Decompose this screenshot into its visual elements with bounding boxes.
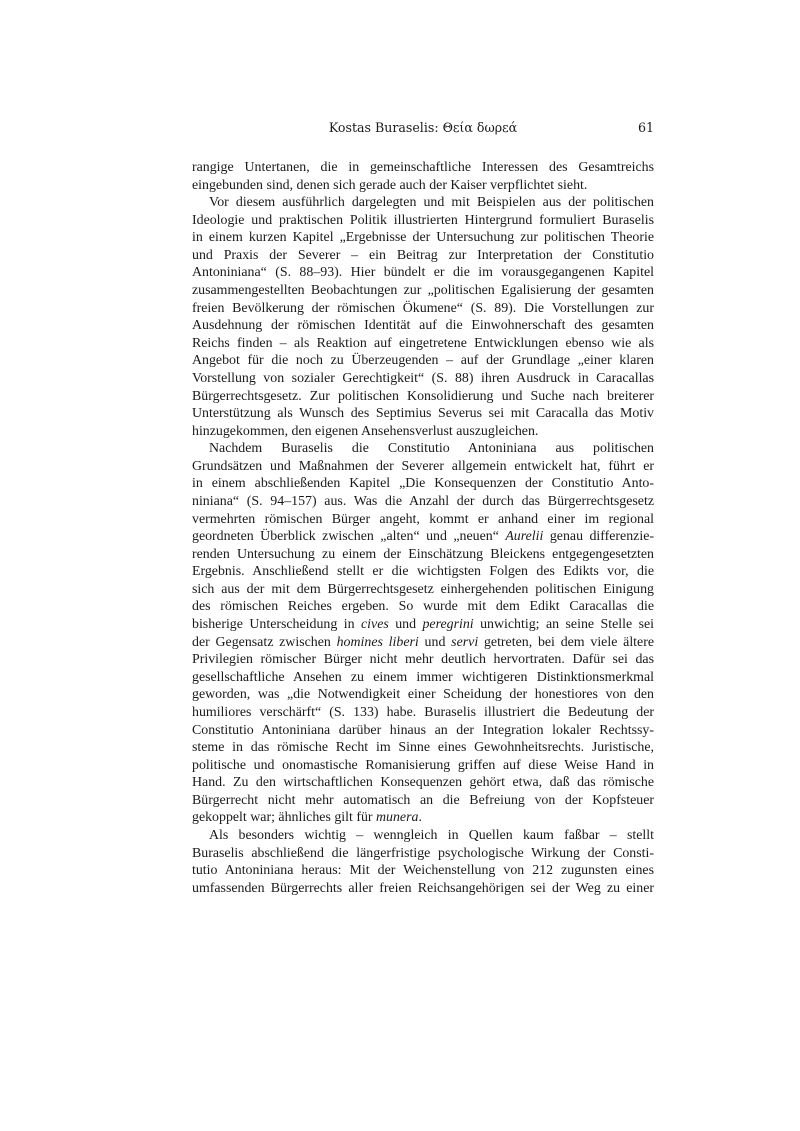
text-line: niniana“ (S. 94–157) aus. Was die Anzahl der durch das Bürgerrechtsgesetz bbox=[192, 493, 654, 509]
text-line: Vorstellung von sozialer Gerechtigkeit“ (S. 88) ihren Ausdruck in Caracallas bbox=[192, 370, 654, 386]
text-line: vermehrten römischen Bürger angeht, kommt er anhand einer im regional bbox=[192, 511, 654, 527]
text-line: und Praxis der Severer – ein Beitrag zur Interpretation der Constitutio bbox=[192, 247, 654, 263]
body-text bbox=[192, 159, 654, 897]
text-line: politische und onomastische Romanisierung griffen auf diese Weise Hand in bbox=[192, 757, 654, 773]
text-line: Hand. Zu den wirtschaftlichen Konsequenzen gehört etwa, daß das römische bbox=[192, 775, 654, 791]
text-line: geordneten Überblick zwischen „alten“ und „neuen“ Aurelii genau differenzie- bbox=[192, 529, 654, 545]
text-line: des römischen Reiches ergeben. So wurde mit dem Edikt Caracallas die bbox=[192, 599, 654, 615]
text-line: Antoniniana“ (S. 88–93). Hier bündelt er die im vorausgegangenen Kapitel bbox=[192, 265, 654, 281]
text-line: Ideologie und praktischen Politik illustrierten Hintergrund formuliert Buraselis bbox=[192, 212, 654, 228]
running-title: Kostas Buraselis: Θεία δωρεά bbox=[328, 120, 518, 135]
running-header bbox=[192, 120, 654, 138]
text-line: Buraselis abschließend die längerfristige psychologische Wirkung der Consti- bbox=[192, 845, 654, 861]
text-line: Grundsätzen und Maßnahmen der Severer allgemein entwickelt hat, führt er bbox=[192, 458, 654, 474]
text-line: geworden, was „die Notwendigkeit einer Scheidung der honestiores von den bbox=[192, 687, 654, 703]
text-line: der Gegensatz zwischen homines liberi und servi getreten, bei dem viele ältere bbox=[192, 634, 654, 650]
text-line: eingebunden sind, denen sich gerade auch der Kaiser verpflichtet sieht. bbox=[192, 177, 588, 193]
text-line: tutio Antoniniana heraus: Mit der Weichenstellung von 212 zugunsten eines bbox=[192, 863, 654, 879]
text-line: renden Untersuchung zu einem der Einschätzung Bleickens entgegengesetzten bbox=[192, 546, 654, 562]
text-line: humiliores verschärft“ (S. 133) habe. Buraselis illustriert die Bedeutung der bbox=[192, 704, 654, 720]
text-line: zusammengestellten Beobachtungen zur „politischen Egalisierung der gesamten bbox=[192, 283, 654, 299]
text-line: Privilegien römischer Bürger nicht mehr deutlich hervortraten. Dafür sei das bbox=[192, 652, 654, 668]
text-line: steme in das römische Recht im Sinne eines Gewohnheitsrechts. Juristische, bbox=[192, 740, 654, 756]
text-line: Nachdem Buraselis die Constitutio Antoniniana aus politischen bbox=[209, 441, 654, 457]
text-line: umfassenden Bürgerrechts aller freien Reichsangehörigen sei der Weg zu einer bbox=[192, 880, 654, 896]
text-line: Bürgerrechtsgesetz. Zur politischen Konsolidierung und Suche nach breiterer bbox=[192, 388, 654, 404]
text-line: in einem abschließenden Kapitel „Die Konsequenzen der Constitutio Anto- bbox=[192, 476, 654, 492]
text-line: gekoppelt war; ähnliches gilt für munera. bbox=[192, 810, 422, 826]
text-line: bisherige Unterscheidung in cives und peregrini unwichtig; an seine Stelle sei bbox=[192, 617, 655, 633]
text-line: Reichs finden – als Reaktion auf eingetretene Entwicklungen ebenso wie als bbox=[192, 335, 654, 351]
text-line: Als besonders wichtig – wenngleich in Quellen kaum faßbar – stellt bbox=[209, 827, 654, 843]
text-line: hinzugekommen, den eigenen Ansehensverlust auszugleichen. bbox=[192, 423, 539, 439]
text-line: Vor diesem ausführlich dargelegten und mit Beispielen aus der politischen bbox=[209, 195, 654, 211]
text-line: Ausdehnung der römischen Identität auf die Einwohnerschaft des gesamten bbox=[192, 318, 654, 334]
text-line: sich aus der mit dem Bürgerrechtsgesetz einhergehenden politischen Einigung bbox=[192, 581, 654, 597]
text-line: Unterstützung als Wunsch des Septimius Severus sei mit Caracalla das Motiv bbox=[192, 406, 654, 422]
page-number: 61 bbox=[637, 120, 654, 135]
text-line: Bürgerrecht nicht mehr automatisch an die Befreiung von der Kopfsteuer bbox=[192, 792, 654, 808]
text-line: Constitutio Antoniniana darüber hinaus an der Integration lokaler Rechtssy- bbox=[192, 722, 654, 738]
text-line: gesellschaftliche Ansehen zu einem immer wichtigeren Distinktionsmerkmal bbox=[192, 669, 654, 685]
text-line: Angebot für die noch zu Überzeugenden – auf der Grundlage „einer klaren bbox=[192, 353, 654, 369]
text-line: Ergebnis. Anschließend stellt er die wichtigsten Folgen des Edikts vor, die bbox=[192, 564, 654, 580]
text-line: rangige Untertanen, die in gemeinschaftliche Interessen des Gesamtreichs bbox=[192, 160, 654, 175]
text-line: freien Bevölkerung der römischen Ökumene“ (S. 89). Die Vorstellungen zur bbox=[192, 300, 654, 316]
text-line: in einem kurzen Kapitel „Ergebnisse der Untersuchung zur politischen Theorie bbox=[192, 230, 654, 246]
